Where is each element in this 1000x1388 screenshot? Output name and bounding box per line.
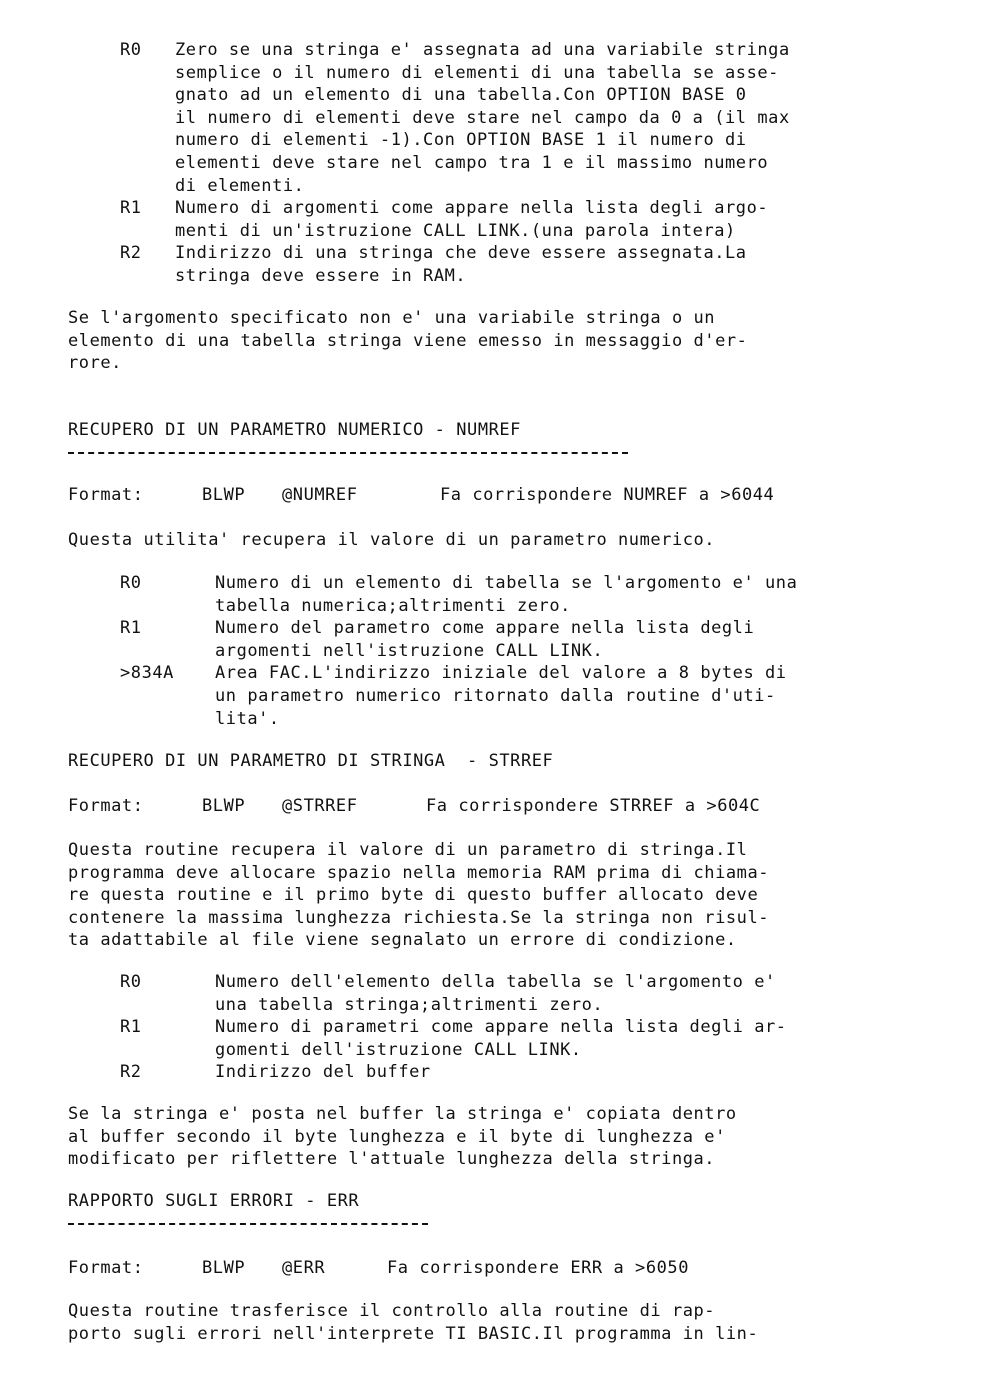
register-label: R1 bbox=[120, 1017, 142, 1038]
numref-intro: Questa utilita' recupera il valore di un parametro numerico. bbox=[68, 530, 716, 550]
register-description-line: un parametro numerico ritornato dalla routine d'uti- bbox=[215, 686, 776, 706]
register-description-line: Numero di argomenti come appare nella lista degli argo- bbox=[175, 198, 769, 219]
paragraph-line: Se la stringa e' posta nel buffer la stringa e' copiata dentro bbox=[68, 1104, 737, 1124]
paragraph-line: Questa routine recupera il valore di un parametro di stringa.Il bbox=[68, 840, 748, 860]
paragraph-line: al buffer secondo il byte lunghezza e il byte di lunghezza e' bbox=[68, 1126, 726, 1147]
register-description-line: lita'. bbox=[215, 708, 280, 729]
numref-operand: @NUMREF bbox=[282, 485, 358, 505]
register-label: R0 bbox=[120, 972, 142, 992]
register-description-line: semplice o il numero di elementi di una tabella se asse- bbox=[175, 62, 779, 83]
register-description-line: il numero di elementi deve stare nel campo da 0 a (il max bbox=[175, 107, 790, 128]
numref-instruction: BLWP bbox=[202, 485, 246, 505]
strref-heading: RECUPERO DI UN PARAMETRO DI STRINGA - STRREF bbox=[68, 751, 554, 771]
register-label: R2 bbox=[120, 1062, 142, 1083]
register-description-line: Numero di parametri come appare nella lista degli ar- bbox=[215, 1017, 787, 1038]
paragraph-line: re questa routine e il primo byte di questo buffer allocato deve bbox=[68, 885, 759, 906]
register-description-line: Numero di un elemento di tabella se l'argomento e' una bbox=[215, 573, 798, 593]
register-description-line: di elementi. bbox=[175, 175, 305, 196]
register-label: R0 bbox=[120, 573, 142, 593]
paragraph-line: programma deve allocare spazio nella memoria RAM prima di chiama- bbox=[68, 862, 770, 883]
register-label: R0 bbox=[120, 40, 142, 60]
err-heading: RAPPORTO SUGLI ERRORI - ERR bbox=[68, 1191, 360, 1211]
paragraph-line: contenere la massima lunghezza richiesta.Se la stringa non risul- bbox=[68, 907, 770, 928]
err-operand: @ERR bbox=[282, 1258, 326, 1278]
strref-format-label: Format: bbox=[68, 796, 144, 816]
err-heading-underline bbox=[68, 1223, 428, 1225]
strref-operand: @STRREF bbox=[282, 796, 358, 816]
register-description-line: Zero se una stringa e' assegnata ad una variabile stringa bbox=[175, 40, 790, 60]
register-description-line: Indirizzo del buffer bbox=[215, 1062, 431, 1083]
register-description-line: Indirizzo di una stringa che deve essere assegnata.La bbox=[175, 243, 747, 264]
register-description-line: stringa deve essere in RAM. bbox=[175, 266, 467, 286]
strref-instruction: BLWP bbox=[202, 796, 246, 816]
paragraph-line: Questa routine trasferisce il controllo alla routine di rap- bbox=[68, 1301, 716, 1321]
register-description-line: numero di elementi -1).Con OPTION BASE 1 il numero di bbox=[175, 130, 747, 151]
paragraph-line: elemento di una tabella stringa viene emesso in messaggio d'er- bbox=[68, 330, 748, 351]
register-description-line: elementi deve stare nel campo tra 1 e il massimo numero bbox=[175, 153, 769, 173]
register-label: >834A bbox=[120, 663, 174, 684]
register-description-line: gnato ad un elemento di una tabella.Con OPTION BASE 0 bbox=[175, 85, 747, 106]
numref-heading: RECUPERO DI UN PARAMETRO NUMERICO - NUMREF bbox=[68, 420, 521, 440]
register-label: R1 bbox=[120, 198, 142, 219]
register-description-line: una tabella stringa;altrimenti zero. bbox=[215, 994, 604, 1015]
register-description-line: Numero del parametro come appare nella lista degli bbox=[215, 618, 755, 639]
err-instruction: BLWP bbox=[202, 1258, 246, 1278]
numref-format-label: Format: bbox=[68, 485, 144, 505]
paragraph-line: porto sugli errori nell'interprete TI BASIC.Il programma in lin- bbox=[68, 1323, 759, 1344]
numref-heading-underline bbox=[68, 452, 628, 454]
strref-description: Fa corrispondere STRREF a >604C bbox=[426, 796, 761, 816]
register-label: R1 bbox=[120, 618, 142, 639]
paragraph-line: modificato per riflettere l'attuale lunghezza della stringa. bbox=[68, 1149, 716, 1170]
err-description: Fa corrispondere ERR a >6050 bbox=[387, 1258, 689, 1278]
register-description-line: Numero dell'elemento della tabella se l'argomento e' bbox=[215, 972, 776, 992]
register-label: R2 bbox=[120, 243, 142, 264]
paragraph-line: rore. bbox=[68, 353, 122, 374]
err-format-label: Format: bbox=[68, 1258, 144, 1278]
register-description-line: menti di un'istruzione CALL LINK.(una parola intera) bbox=[175, 220, 736, 241]
register-description-line: gomenti dell'istruzione CALL LINK. bbox=[215, 1039, 582, 1060]
numref-description: Fa corrispondere NUMREF a >6044 bbox=[440, 485, 775, 505]
register-description-line: argomenti nell'istruzione CALL LINK. bbox=[215, 640, 604, 661]
paragraph-line: ta adattabile al file viene segnalato un errore di condizione. bbox=[68, 930, 737, 951]
register-description-line: tabella numerica;altrimenti zero. bbox=[215, 595, 571, 616]
register-description-line: Area FAC.L'indirizzo iniziale del valore a 8 bytes di bbox=[215, 663, 787, 684]
paragraph-line: Se l'argomento specificato non e' una variabile stringa o un bbox=[68, 308, 716, 328]
